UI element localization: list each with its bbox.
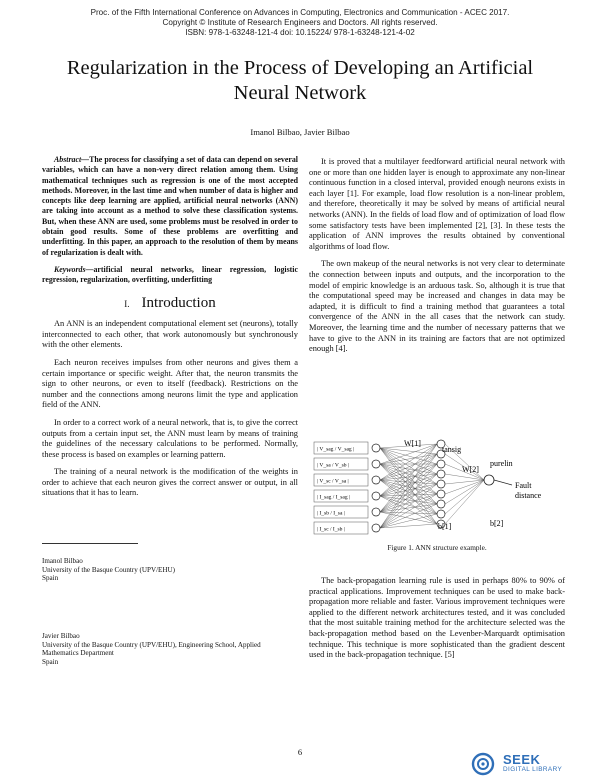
hidden-neuron xyxy=(437,460,445,468)
affiliation-country: Spain xyxy=(42,657,59,666)
w1-label: W[1] xyxy=(404,439,421,448)
connection-input-hidden xyxy=(380,454,437,512)
paper-title: Regularization in the Process of Developing an Artificial Neural Network xyxy=(66,57,534,104)
input-label: | V_sc / V_sa | xyxy=(317,478,349,485)
section-heading xyxy=(42,294,298,311)
affiliation-org: University of the Basque Country (UPV/EHU), Engineering School, Applied xyxy=(42,640,261,649)
output-label-2: distance xyxy=(515,491,542,500)
page-number: 6 xyxy=(297,747,303,757)
connection-input-hidden xyxy=(380,448,437,464)
input-label: | V_sa / V_sb | xyxy=(317,462,349,469)
seek-logo xyxy=(468,752,598,776)
affiliation-name: Imanol Bilbao xyxy=(42,557,83,565)
keywords-text: artificial neural networks, linear regression, logistic regression, regularization, overfitting, underfitting xyxy=(42,264,298,285)
abstract-label: Abstract— xyxy=(54,155,90,164)
connection-input-hidden xyxy=(380,448,437,484)
input-label: | V_sag / V_sag | xyxy=(317,446,355,453)
seek-logo-icon xyxy=(468,752,498,776)
connection-input-hidden xyxy=(380,464,437,524)
right-column xyxy=(309,157,565,362)
connection-input-hidden xyxy=(380,464,437,528)
affiliation-country: Spain xyxy=(42,574,59,583)
conference-header xyxy=(40,8,560,38)
footnote-divider xyxy=(42,543,138,544)
input-label: | I_sag / I_sag | xyxy=(317,494,351,501)
purelin-label: purelin xyxy=(490,459,513,468)
ann-figure xyxy=(312,436,562,536)
abstract xyxy=(42,155,298,258)
section-number: I. xyxy=(124,298,130,309)
affiliation-name: Javier Bilbao xyxy=(42,632,80,640)
keywords-label: Keywords— xyxy=(54,264,94,274)
header-line-1: Proc. of the Fifth International Conference on Advances in Computing, Electronics and Communication - ACEC 2017. xyxy=(90,8,510,17)
input-label: | I_sc / I_sb | xyxy=(317,526,345,533)
input-neuron xyxy=(372,444,380,452)
input-neuron xyxy=(372,476,380,484)
header-line-2: Copyright © Institute of Research Engineers and Doctors. All rights reserved. xyxy=(162,18,438,27)
tansig-label: tansig xyxy=(442,445,462,454)
keywords xyxy=(42,265,298,286)
hidden-neuron xyxy=(437,510,445,518)
right-column-lower xyxy=(309,576,565,668)
connection-input-hidden xyxy=(380,448,437,454)
hidden-neuron xyxy=(437,480,445,488)
input-label: | I_sb / I_sa | xyxy=(317,510,345,517)
affiliation-org: University of the Basque Country (UPV/EHU) xyxy=(42,565,175,574)
output-label-1: Fault xyxy=(515,481,532,490)
connection-input-hidden xyxy=(380,494,437,512)
intro-paragraph: An ANN is an independent computational element set (neurons), totally interconnected to each other, that work autonomously but synchronously with the other elements. xyxy=(42,319,298,350)
connection-hidden-output xyxy=(445,480,484,524)
b1-label: b[1] xyxy=(438,522,452,531)
authors: Imanol Bilbao, Javier Bilbao xyxy=(250,127,350,137)
body-paragraph: The back-propagation learning rule is used in perhaps 80% to 90% of practical applications. Improvement techniques can be used to make back-propagation more reliable and faster. Various improvement techniques were applied to the different network architectures tested, and it was concluded that the most suitable training method for the architecture selected was the back-propagation method based on the Levenber-Marquardt optimisation technique. This technique is more sophisticated than the gradient descent used in the back-propagation technique. [5] xyxy=(309,576,565,660)
figure-caption: Figure 1. ANN structure example. xyxy=(387,543,487,552)
input-neuron xyxy=(372,492,380,500)
affiliation-dept: Mathematics Department xyxy=(42,649,114,658)
intro-paragraph: Each neuron receives impulses from other neurons and gives them a certain importance or specific weight. After that, the neuron transmits the sign to other neurons, or even to itself (feedback). Restrictions on the number and the connections among neurons limit the type and application field of the ANN. xyxy=(42,357,298,410)
b2-label: b[2] xyxy=(490,519,504,528)
connection-hidden-output xyxy=(445,474,484,480)
connection-input-hidden xyxy=(380,494,437,528)
logo-subtitle: DIGITAL LIBRARY xyxy=(503,766,563,773)
output-neuron xyxy=(484,475,494,485)
connection-hidden-output xyxy=(445,480,484,514)
abstract-text: The process for classifying a set of data can depend on several variables, which can have a non-very direct relation among them. Using mathematical techniques such as regression is one of the most accepted methods. Moreover, in the last time and when number of data is higher and concepts like deep learning are applied, artificial neural networks (ANN) are taking into account as a method to solve these classification systems. But, when these ANN are used, some problems must be resolved in order to obtain good results. Some of these problems are overfitting and underfitting. In this paper, an approach to the resolution of them by means of regularization is dealt with. xyxy=(42,155,298,257)
connection-input-hidden xyxy=(380,464,437,480)
hidden-neuron xyxy=(437,490,445,498)
logo-word: SEEK xyxy=(503,752,541,767)
hidden-neuron xyxy=(437,470,445,478)
input-neuron xyxy=(372,460,380,468)
affiliation-1 xyxy=(42,557,302,583)
w2-label: W[2] xyxy=(462,465,479,474)
connection-input-hidden xyxy=(380,444,437,480)
output-arrow xyxy=(494,480,512,485)
body-paragraph: It is proved that a multilayer feedforward artificial neural network with one or more than one hidden layer is enough to approximate any non-linear continuous function in a closed interval, provided enough neurons exists in each layer [1]. For example, load flow resolution is a non-linear problem, and therefore, theoretically it may be solved by means of artificial neural networks (ANN). In the fields of load flow and of optimization of load flow some satisfactory tests have been implemented [2], [3]. In these tests the application of ANN improves the results obtained by conventional algorithms of load flow. xyxy=(309,157,565,251)
connection-input-hidden xyxy=(380,484,437,528)
header-line-3: ISBN: 978-1-63248-121-4 doi: 10.15224/ 978-1-63248-121-4-02 xyxy=(185,28,415,37)
affiliation-2 xyxy=(42,632,302,666)
section-name: Introduction xyxy=(141,294,216,311)
body-paragraph: The own makeup of the neural networks is not very clear to determinate the connection between inputs and outputs, and the incorporation to the model of empiric knowledge is an arduous task. So, although it is true that the computational speed may be increased and changes in data may be adapted, it is difficult to find a training method that guarantees a total convergence of the ANN in the all cases that the network can study. Moreover, the learning time and the number of necessary patterns that we have to give to the ANN in its training are factors that are not optimized enough [4]. xyxy=(309,259,565,354)
left-column xyxy=(42,155,298,506)
hidden-neuron xyxy=(437,500,445,508)
input-neuron xyxy=(372,508,380,516)
intro-paragraph: The training of a neural network is the modification of the weights in order to achieve that each neuron gives the correct answer or output, in all situations that it has to learn. xyxy=(42,467,298,498)
input-neuron xyxy=(372,524,380,532)
intro-paragraph: In order to a correct work of a neural network, that is, to give the correct outputs from a certain input set, the ANN must learn by means of training the guidelines of the necessary calculations to be performed. Normally, these process is based on examples or learning pattern. xyxy=(42,417,298,459)
ann-diagram xyxy=(312,436,562,536)
